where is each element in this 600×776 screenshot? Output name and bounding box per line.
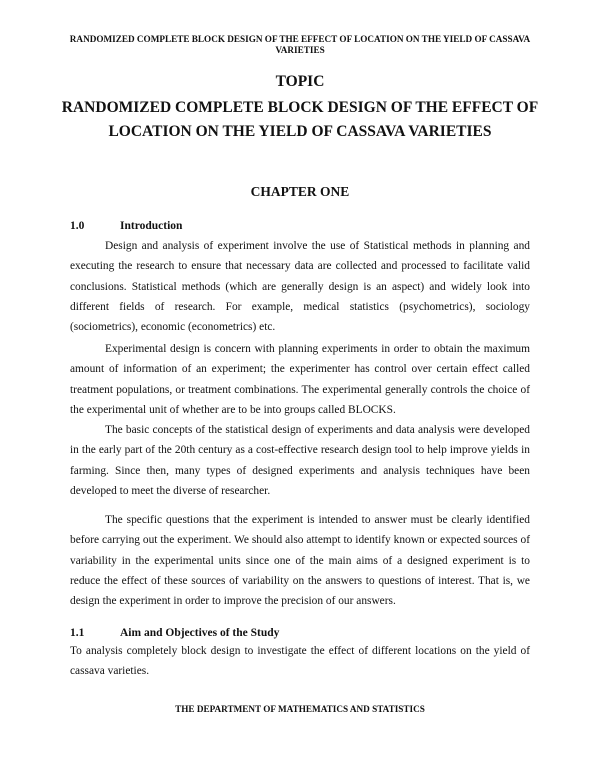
section-title: Aim and Objectives of the Study [120, 627, 280, 639]
section-number: 1.1 [70, 627, 85, 639]
section-heading-aim-objectives [70, 626, 279, 640]
section-title: Introduction [120, 220, 183, 232]
paragraph: The specific questions that the experiment is intended to answer must be clearly identified before carrying out the experiment. We should also attempt to identify known or expected sources of variability in the experimental units since one of the main aims of a designed experiment is to reduce the effect of these sources of variability on the answers to questions of interest. That is, we design the experiment in order to improve the precision of our answers. [70, 514, 530, 608]
page-footer: THE DEPARTMENT OF MATHEMATICS AND STATISTICS [175, 704, 425, 714]
paragraph: Experimental design is concern with planning experiments in order to obtain the maximum amount of information of an experiment; the experimenter has control over certain effect called treatment populations, or treatment combinations. The experimental generally controls the choice of the experimental unit of whether are to be into groups called BLOCKS. [70, 343, 530, 416]
section-number: 1.0 [70, 220, 85, 232]
paragraph: To analysis completely block design to investigate the effect of different locations on the yield of cassava varieties. [70, 645, 530, 678]
paragraph: Design and analysis of experiment involve the use of Statistical methods in planning and executing the research to ensure that necessary data are collected and processed to facilitate valid conclusions. Statistical methods (which are generally design is an aspect) and widely look into different fields of research. For example, medical statistics (psychometrics), sociology (sociometrics), economic (econometrics) etc. [70, 240, 530, 334]
running-header: RANDOMIZED COMPLETE BLOCK DESIGN OF THE EFFECT OF LOCATION ON THE YIELD OF CASSAVA VARIETIES [69, 34, 531, 55]
paragraph: The basic concepts of the statistical design of experiments and data analysis were developed in the early part of the 20th century as a cost-effective research design tool to help improve yields in farming. Since then, many types of designed experiments and analysis techniques have been developed to meet the diverse of researcher. [70, 424, 530, 497]
section-heading-introduction [70, 219, 182, 233]
chapter-heading: CHAPTER ONE [250, 184, 350, 199]
main-title: RANDOMIZED COMPLETE BLOCK DESIGN OF THE EFFECT OF LOCATION ON THE YIELD OF CASSAVA VARIETIES [61, 99, 539, 140]
topic-label: TOPIC [275, 73, 325, 90]
